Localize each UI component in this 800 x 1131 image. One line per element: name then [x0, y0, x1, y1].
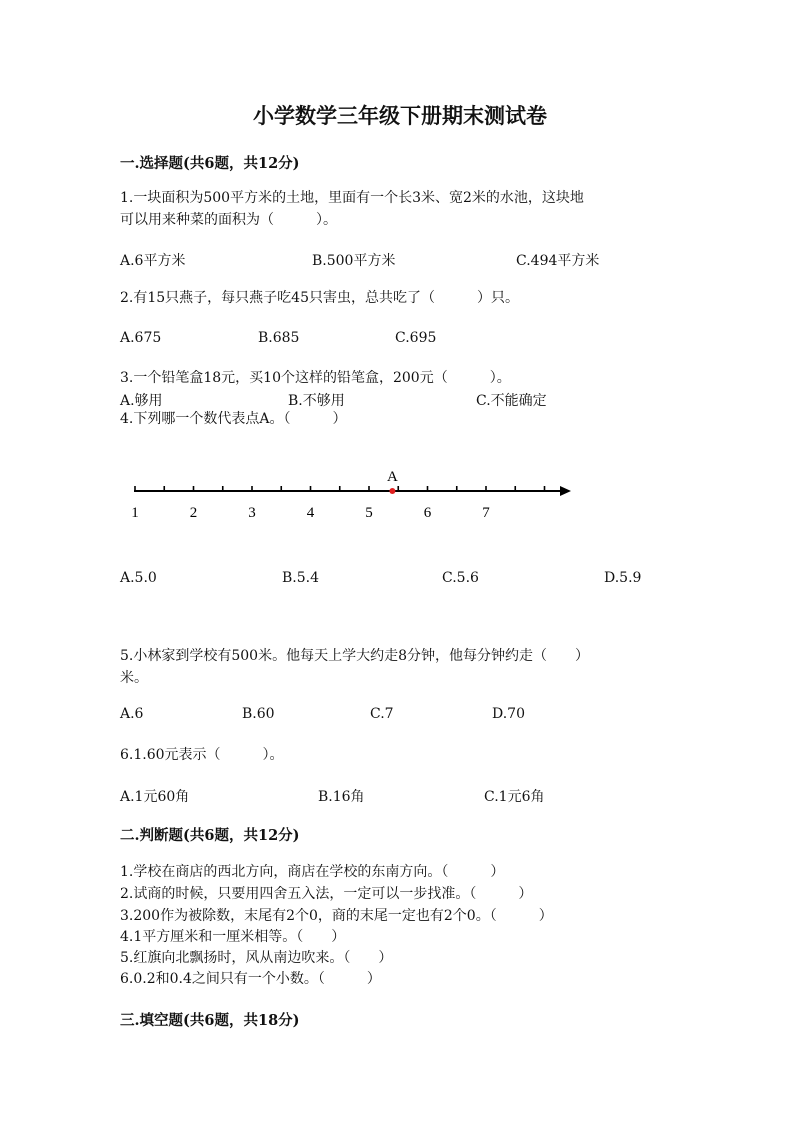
question-3-option-c: C.不能确定 — [476, 393, 547, 409]
question-2-option-c: C.695 — [395, 330, 437, 346]
number-line-figure — [120, 462, 590, 526]
question-1-line-1: 1.一块面积为500平方米的土地，里面有一个长3米、宽2米的水池，这块地 — [120, 190, 584, 206]
number-line-tick-label: 1 — [131, 505, 139, 521]
question-4-option-c: C.5.6 — [442, 570, 479, 586]
number-line-tick-label: 5 — [365, 505, 373, 521]
judgement-item-2: 2.试商的时候，只要用四舍五入法，一定可以一步找准。（ ） — [120, 886, 533, 902]
question-6-option-c: C.1元6角 — [484, 789, 545, 805]
question-4-text: 4.下列哪一个数代表点A。（ ） — [120, 411, 347, 427]
question-3-option-a: A.够用 — [120, 393, 163, 409]
question-5-option-b: B.60 — [242, 706, 275, 722]
section-heading-fill-in: 三.填空题(共6题，共18分) — [120, 1012, 300, 1029]
judgement-item-1: 1.学校在商店的西北方向，商店在学校的东南方向。（ ） — [120, 864, 505, 880]
question-1-line-2: 可以用来种菜的面积为（ ）。 — [120, 212, 337, 228]
question-2-option-a: A.675 — [120, 330, 162, 346]
number-line-tick-label: 4 — [306, 505, 315, 521]
question-6-option-a: A.1元60角 — [120, 789, 190, 805]
question-5-line-1: 5.小林家到学校有500米。他每天上学大约走8分钟，他每分钟约走（ ） — [120, 648, 589, 664]
section-heading-choice: 一.选择题(共6题，共12分) — [120, 155, 300, 172]
question-1-option-b: B.500平方米 — [312, 253, 396, 269]
judgement-item-6: 6.0.2和0.4之间只有一个小数。（ ） — [120, 971, 381, 987]
number-line-tick-label: 3 — [248, 505, 256, 521]
question-5-option-d: D.70 — [492, 706, 525, 722]
point-a-marker — [389, 488, 395, 494]
question-5-line-2: 米。 — [120, 670, 148, 686]
point-a-label: A — [386, 469, 398, 485]
question-4-option-d: D.5.9 — [604, 570, 642, 586]
judgement-item-4: 4.1平方厘米和一厘米相等。（ ） — [120, 929, 346, 945]
question-4-option-b: B.5.4 — [282, 570, 320, 586]
question-5-option-a: A.6 — [120, 706, 144, 722]
number-line-tick-label: 2 — [189, 505, 198, 521]
question-3-text: 3.一个铅笔盒18元，买10个这样的铅笔盒，200元（ ）。 — [120, 370, 511, 386]
number-line-tick-label: 7 — [482, 505, 490, 521]
question-2-text: 2.有15只燕子，每只燕子吃45只害虫，总共吃了（ ）只。 — [120, 290, 519, 306]
question-3-option-b: B.不够用 — [288, 393, 345, 409]
question-1-option-c: C.494平方米 — [516, 253, 600, 269]
question-6-text: 6.1.60元表示（ ）。 — [120, 747, 284, 763]
number-line-tick-labels — [131, 505, 490, 521]
judgement-item-3: 3.200作为被除数，末尾有2个0，商的末尾一定也有2个0。（ ） — [120, 908, 553, 924]
question-6-option-b: B.16角 — [318, 789, 365, 805]
number-line-tick-label: 6 — [423, 505, 432, 521]
question-4-option-a: A.5.0 — [120, 570, 157, 586]
question-2-option-b: B.685 — [258, 330, 300, 346]
page-title: 小学数学三年级下册期末测试卷 — [253, 103, 547, 128]
section-heading-judgement: 二.判断题(共6题，共12分) — [120, 827, 300, 844]
judgement-item-5: 5.红旗向北飘扬时，风从南边吹来。（ ） — [120, 950, 393, 966]
question-1-option-a: A.6平方米 — [120, 253, 186, 269]
question-5-option-c: C.7 — [370, 706, 394, 722]
number-line-arrow — [560, 486, 571, 496]
